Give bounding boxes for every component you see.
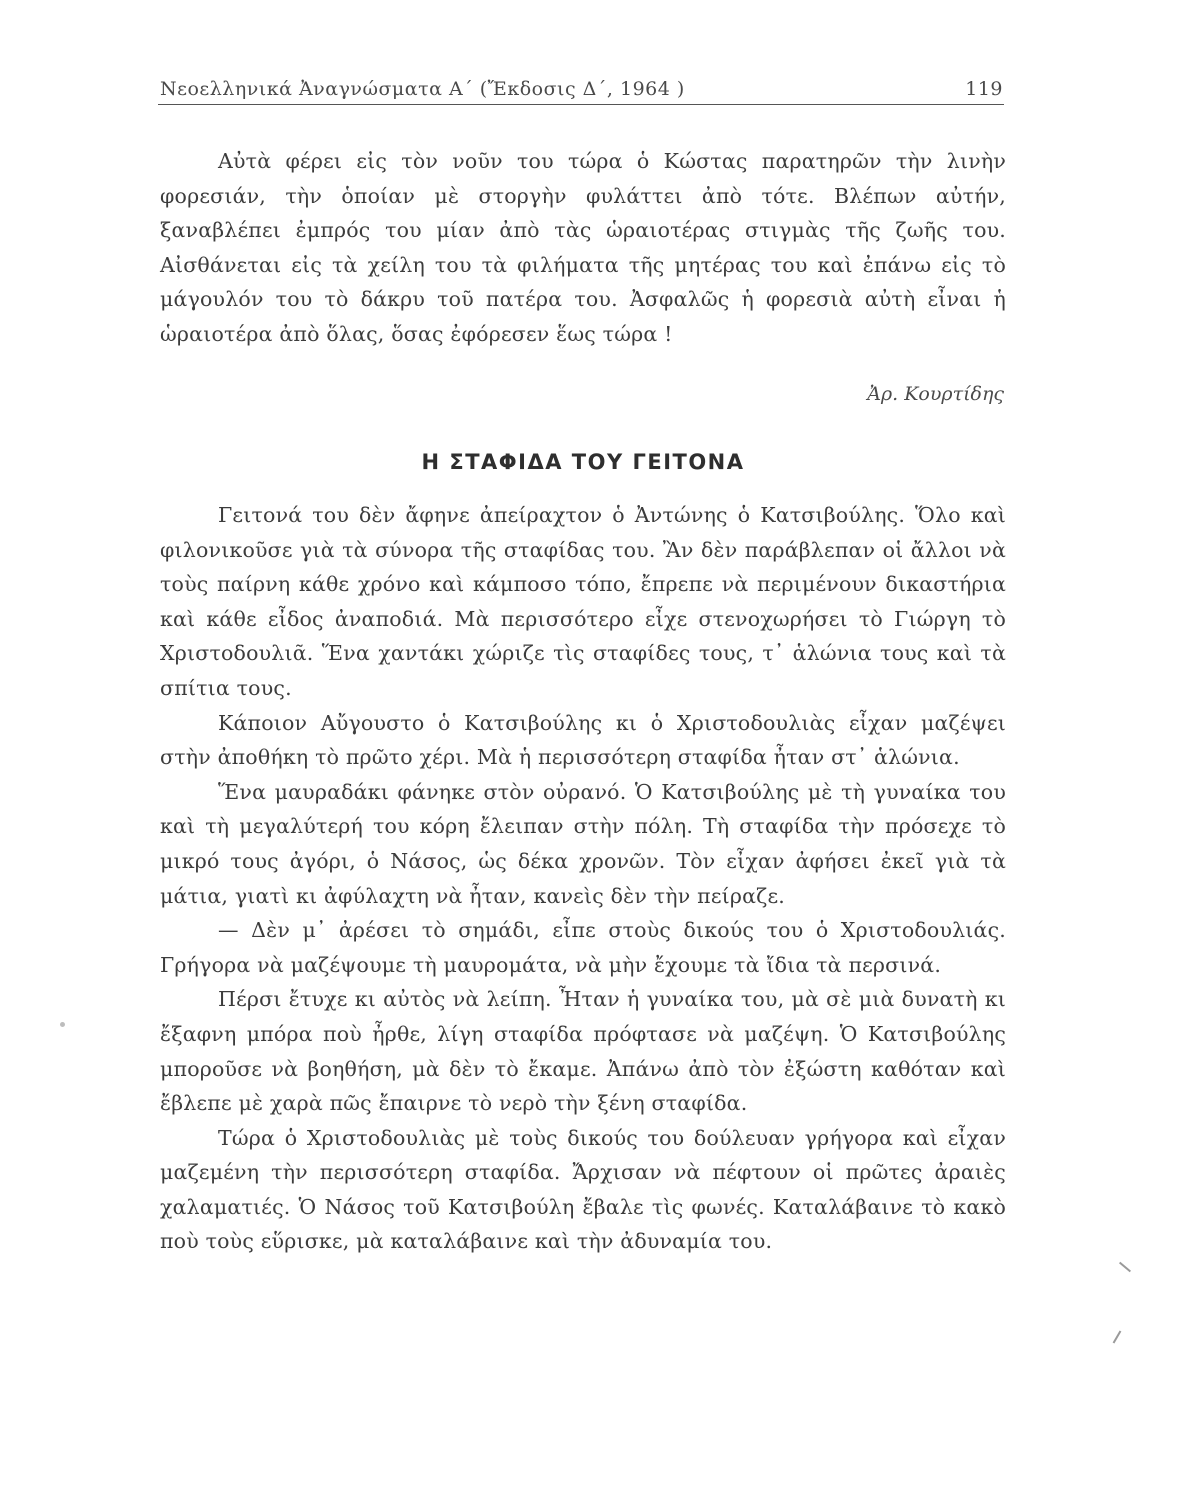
passage-stafida xyxy=(160,498,1006,1259)
paragraph: — Δὲν μ᾽ ἀρέσει τὸ σημάδι, εἶπε στοὺς δικούς του ὁ Χριστοδουλιάς. Γρήγορα νὰ μαζέψουμε τὴ μαυρομάτα, νὰ μὴν ἔχουμε τὰ ἴδια τὰ περσινά. xyxy=(160,918,1006,977)
paragraph: Κάποιον Αὔγουστο ὁ Κατσιβούλης κι ὁ Χριστοδουλιὰς εἶχαν μαζέψει στὴν ἀποθήκη τὸ πρῶτο χέρι. Μὰ ἡ περισσότερη σταφίδα ἦταν στ᾽ ἁλώνια. xyxy=(160,710,1006,770)
paragraph: Αὐτὰ φέρει εἰς τὸν νοῦν του τώρα ὁ Κώστας παρατηρῶν τὴν λινὴν φορεσιάν, τὴν ὁποίαν μὲ στοργὴν φυλάττει ἀπὸ τότε. Βλέπων αὐτήν, ξαναβλέπει ἐμπρός του μίαν ἀπὸ τὰς ὡραιοτέρας στιγμὰς τῆς ζωῆς του. Αἰσθάνεται εἰς τὰ χείλη του τὰ φιλήματα τῆς μητέρας του καὶ ἐπάνω εἰς τὸ μάγουλόν του τὸ δάκρυ τοῦ πατέρα του. Ἀσφαλῶς ἡ φορεσιὰ αὐτὴ εἶναι ἡ ὡραιοτέρα ἀπὸ ὅλας, ὅσας ἐφόρεσεν ἕως τώρα ! xyxy=(160,149,1006,346)
scan-mark xyxy=(1113,1330,1122,1343)
paragraph: Πέρσι ἔτυχε κι αὐτὸς νὰ λείπη. Ἦταν ἡ γυναίκα του, μὰ σὲ μιὰ δυνατὴ κι ἔξαφνη μπόρα ποὺ ἦρθε, λίγη σταφίδα πρόφτασε νὰ μαζέψη. Ὁ Κατσιβούλης μποροῦσε νὰ βοηθήση, μὰ δὲν τὸ ἔκαμε. Ἀπάνω ἀπὸ τὸν ἐξώστη καθόταν καὶ ἔβλεπε μὲ χαρὰ πῶς ἔπαιρνε τὸ νερὸ τὴν ξένη σταφίδα. xyxy=(160,987,1006,1116)
book-title: Νεοελληνικά Ἀναγνώσματα Α΄ (Ἔκδοσις Δ΄, 1964 ) xyxy=(160,78,685,100)
running-header xyxy=(160,78,1003,100)
scan-mark xyxy=(1119,1262,1131,1273)
scan-speck xyxy=(60,1022,65,1027)
paragraph: Γειτονά του δὲν ἄφηνε ἀπείραχτον ὁ Ἀντώνης ὁ Κατσιβούλης. Ὅλο καὶ φιλονικοῦσε γιὰ τὰ σύνορα τῆς σταφίδας του. Ἂν δὲν παράβλεπαν οἱ ἄλλοι νὰ τοὺς παίρνη κάθε χρόνο καὶ κάμποσο τόπο, ἔπρεπε νὰ περιμένουν δικαστήρια καὶ κάθε εἶδος ἀναποδιά. Μὰ περισσότερο εἶχε στενοχωρήσει τὸ Γιώργη τὸ Χριστοδουλιᾶ. Ἕνα χαντάκι χώριζε τὶς σταφίδες τους, τ᾽ ἁλώνια τους καὶ τὰ σπίτια τους. xyxy=(160,503,1006,700)
paragraph: Ἕνα μαυραδάκι φάνηκε στὸν οὐρανό. Ὁ Κατσιβούλης μὲ τὴ γυναίκα του καὶ τὴ μεγαλύτερή του κόρη ἔλειπαν στὴν πόλη. Τὴ σταφίδα τὴν πρόσεχε τὸ μικρό τους ἀγόρι, ὁ Νάσος, ὡς δέκα χρονῶν. Τὸν εἶχαν ἀφήσει ἐκεῖ γιὰ τὰ μάτια, γιατὶ κι ἀφύλαχτη νὰ ἦταν, κανεὶς δὲν τὴν πείραζε. xyxy=(160,779,1006,908)
passage-kostas xyxy=(160,144,1006,352)
paragraph: Τώρα ὁ Χριστοδουλιὰς μὲ τοὺς δικούς του δούλευαν γρήγορα καὶ εἶχαν μαζεμένη τὴν περισσότερη σταφίδα. Ἄρχισαν νὰ πέφτουν οἱ πρῶτες ἀραιὲς χαλαματιές. Ὁ Νάσος τοῦ Κατσιβούλη ἔβαλε τὶς φωνές. Καταλάβαινε τὸ κακὸ ποὺ τοὺς εὕρισκε, μὰ καταλάβαινε καὶ τὴν ἀδυναμία του. xyxy=(160,1125,1006,1254)
author-signature: Ἀρ. Κουρτίδης xyxy=(867,383,1004,405)
page-number: 119 xyxy=(965,78,1003,100)
header-rule xyxy=(158,104,1004,105)
section-title: Η ΣΤΑΦΙΔΑ ΤΟΥ ΓΕΙΤΟΝΑ xyxy=(421,450,745,474)
